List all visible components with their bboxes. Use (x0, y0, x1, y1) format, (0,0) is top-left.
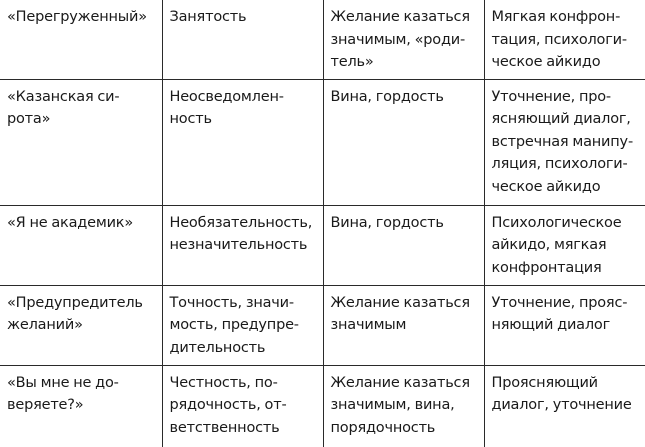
cell-line: Уточнение, про- (491, 88, 611, 105)
cell-line: рота» (7, 111, 51, 127)
value-cell (162, 79, 323, 205)
value-cell (162, 205, 323, 285)
cell-line: ляция, психологи- (491, 156, 628, 172)
cell-line: Вина, гордость (330, 214, 444, 231)
cell-line: значимым, «роди- (330, 31, 466, 48)
cell-line: рядочность, от- (169, 397, 287, 413)
cell-line: значимым (330, 317, 407, 333)
cell-line: ческое айкидо (491, 178, 601, 195)
cell-line: «Вы мне не до- (7, 374, 119, 391)
value-cell (162, 0, 323, 79)
cell-line: «Перегруженный» (7, 9, 147, 25)
cell-line: Необязательность, (169, 214, 313, 231)
cell-line: незначительность (169, 237, 308, 253)
cell-line: ность (169, 111, 212, 127)
cell-line: ветственность (169, 419, 280, 436)
cell-line: Занятость (169, 9, 247, 25)
table-row (0, 285, 645, 365)
feeling-cell (323, 0, 484, 79)
cell-line: мость, предупре- (169, 317, 299, 333)
role-cell (0, 79, 162, 205)
table-row (0, 205, 645, 285)
response-cell (484, 365, 645, 447)
cell-line: «Предупредитель (7, 294, 143, 311)
role-cell (0, 0, 162, 79)
cell-line: Желание казаться (330, 9, 470, 25)
cell-line: тация, психологи- (491, 31, 627, 48)
cell-line: «Казанская си- (7, 88, 120, 105)
cell-line: дительность (169, 339, 266, 356)
cell-line: порядочность (330, 419, 436, 436)
role-cell (0, 365, 162, 447)
cell-line: веряете?» (7, 397, 84, 413)
response-cell (484, 205, 645, 285)
cell-line: Уточнение, прояс- (491, 294, 628, 311)
role-cell (0, 205, 162, 285)
cell-line: тель» (330, 54, 374, 70)
table-row (0, 365, 645, 447)
role-cell (0, 285, 162, 365)
cell-line: Вина, гордость (330, 88, 444, 105)
cell-line: айкидо, мягкая (491, 237, 607, 253)
cell-line: значимым, вина, (330, 397, 455, 413)
cell-line: Желание казаться (330, 374, 470, 391)
cell-line: Проясняющий (491, 374, 598, 391)
cell-line: «Я не академик» (7, 214, 134, 231)
cell-line: ясняющий диалог, (491, 111, 631, 127)
feeling-cell (323, 365, 484, 447)
feeling-cell (323, 79, 484, 205)
cell-line: Точность, значи- (169, 294, 294, 311)
table-row (0, 79, 645, 205)
value-cell (162, 285, 323, 365)
cell-line: Желание казаться (330, 294, 470, 311)
cell-line: встречная манипу- (491, 133, 633, 150)
cell-line: диалог, уточнение (491, 397, 632, 413)
cell-line: Неосведомлен- (169, 88, 284, 105)
cell-line: няющий диалог (491, 317, 611, 333)
cell-line: Честность, по- (169, 374, 278, 391)
cell-line: Мягкая конфрон- (491, 9, 621, 25)
cell-line: конфронтация (491, 259, 602, 276)
response-cell (484, 285, 645, 365)
feeling-cell (323, 205, 484, 285)
response-cell (484, 0, 645, 79)
cell-line: ческое айкидо (491, 54, 601, 70)
feeling-cell (323, 285, 484, 365)
cell-line: желаний» (7, 317, 83, 333)
value-cell (162, 365, 323, 447)
response-cell (484, 79, 645, 205)
table-row (0, 0, 645, 79)
cell-line: Психологическое (491, 214, 622, 231)
